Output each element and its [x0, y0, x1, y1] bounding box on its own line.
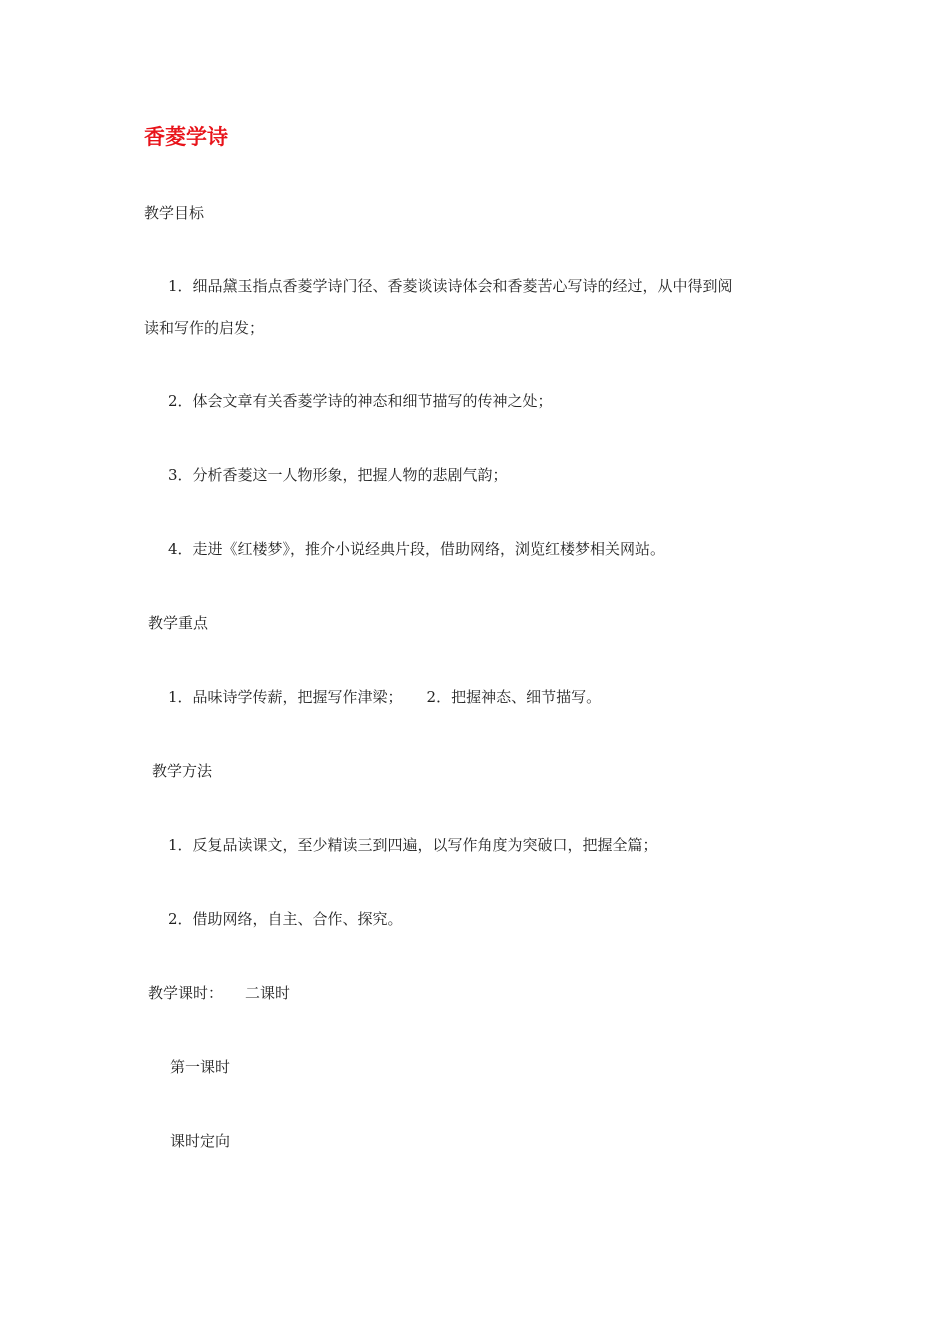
method-item-1: 1．反复品读课文，至少精读三到四遍，以写作角度为突破口，把握全篇； — [168, 836, 658, 854]
objective-item-2: 2．体会文章有关香菱学诗的神态和细节描写的传神之处； — [168, 392, 553, 410]
hours-label: 教学课时： — [148, 984, 224, 1002]
lesson-orientation-heading: 课时定向 — [170, 1132, 231, 1150]
objective-item-3: 3．分析香菱这一人物形象，把握人物的悲剧气韵； — [168, 466, 508, 484]
document-title: 香菱学诗 — [144, 124, 228, 149]
method-item-2: 2．借助网络，自主、合作、探究。 — [168, 910, 403, 928]
hours-row — [148, 982, 290, 1004]
keypoints-heading: 教学重点 — [148, 614, 209, 632]
objective-item-4: 4．走进《红楼梦》，推介小说经典片段，借助网络，浏览红楼梦相关网站。 — [168, 540, 666, 558]
keypoint-item-1: 1．品味诗学传薪，把握写作津梁； — [168, 688, 403, 706]
objective-item-1-line-1: 1．细品黛玉指点香菱学诗门径、香菱谈读诗体会和香菱苦心写诗的经过，从中得到阅 — [168, 277, 733, 295]
objective-item-1-line-2: 读和写作的启发； — [144, 319, 265, 337]
first-lesson-heading: 第一课时 — [170, 1058, 231, 1076]
keypoints-row — [168, 686, 601, 708]
objectives-heading: 教学目标 — [144, 204, 205, 222]
hours-value: 二课时 — [245, 984, 291, 1002]
methods-heading: 教学方法 — [152, 762, 213, 780]
keypoint-item-2: 2．把握神态、细节描写。 — [426, 688, 602, 706]
